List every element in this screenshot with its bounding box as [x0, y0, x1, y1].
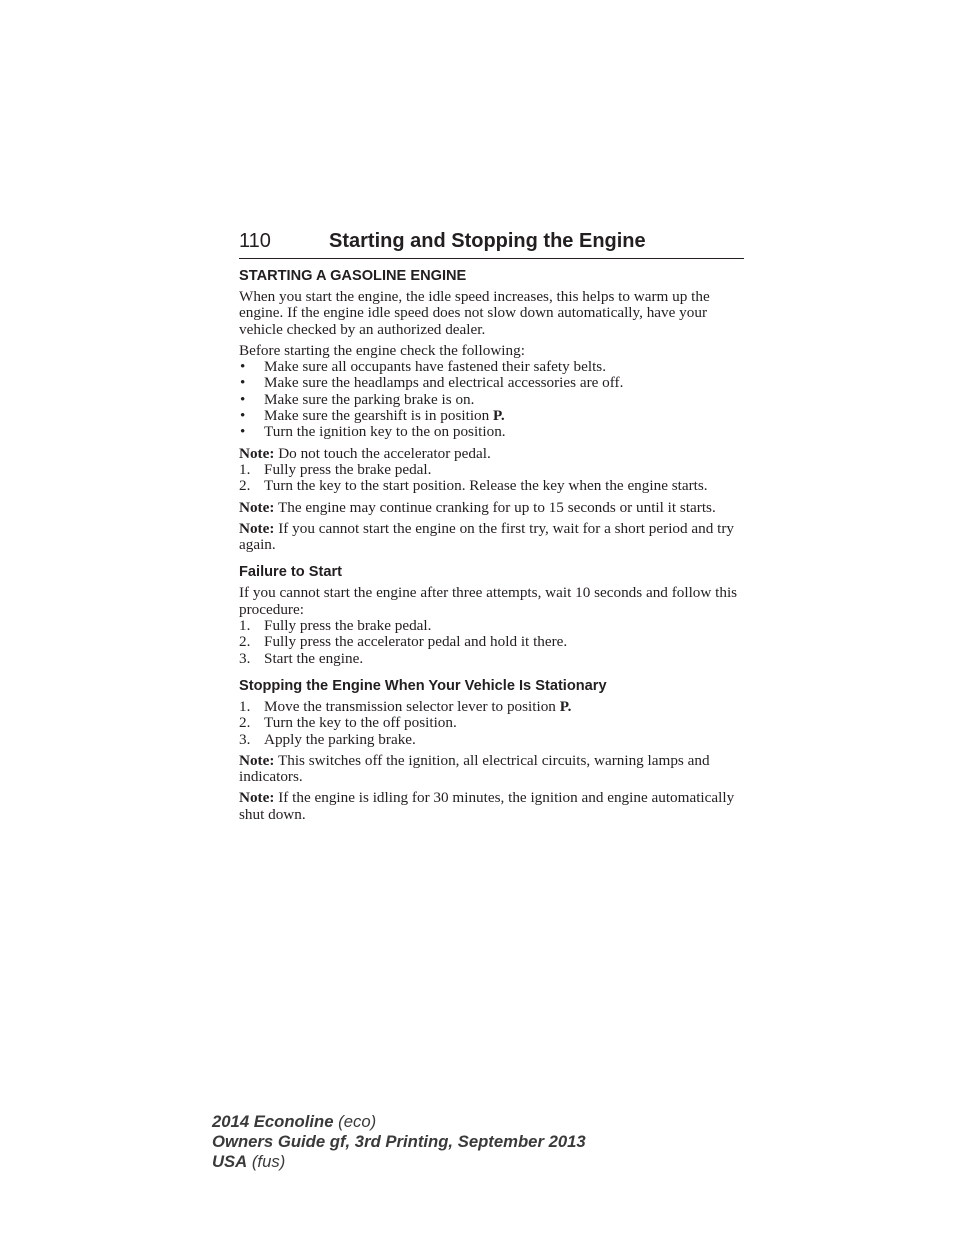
- page-header: [239, 228, 744, 259]
- note: Note: The engine may continue cranking for up to 15 seconds or until it starts.: [239, 498, 716, 516]
- section-heading-stopping-engine: Stopping the Engine When Your Vehicle Is Stationary: [239, 677, 607, 694]
- step-number: 1.: [239, 617, 251, 635]
- bullet-marker: •: [240, 390, 246, 408]
- note: Note: This switches off the ignition, all electrical circuits, warning lamps and indicators.: [239, 751, 710, 786]
- note: Note: If you cannot start the engine on the first try, wait for a short period and try again.: [239, 519, 734, 554]
- list-item: • Make sure the headlamps and electrical accessories are off.: [240, 374, 624, 392]
- list-item: 1. Fully press the brake pedal.: [239, 460, 432, 478]
- bullet-marker: •: [240, 358, 246, 376]
- note: Note: If the engine is idling for 30 minutes, the ignition and engine automatically shut down.: [239, 789, 735, 823]
- chapter-title: Starting and Stopping the Engine: [329, 230, 646, 252]
- bullet-marker: •: [240, 407, 246, 425]
- list-item: • Make sure all occupants have fastened their safety belts.: [240, 358, 607, 376]
- note-label: Note:: [239, 789, 275, 807]
- footer-line-model: 2014 Econoline (eco): [212, 1112, 377, 1131]
- page-footer: [212, 1112, 586, 1172]
- note-label: Note:: [239, 498, 275, 516]
- list-item: 2. Fully press the accelerator pedal and hold it there.: [239, 633, 568, 651]
- gear-position-p: P.: [559, 697, 572, 715]
- start-procedure: [239, 446, 744, 495]
- page-number: 110: [239, 230, 271, 252]
- section-heading-failure-to-start: Failure to Start: [239, 564, 342, 581]
- note-label: Note:: [239, 751, 275, 769]
- step-number: 3.: [239, 730, 251, 748]
- list-item: • Make sure the parking brake is on.: [240, 390, 475, 408]
- failure-procedure: [239, 585, 744, 666]
- page-content: [239, 266, 744, 828]
- note-label: Note:: [239, 519, 275, 537]
- list-item: 1. Move the transmission selector lever to position P.: [239, 697, 572, 715]
- note: Note: Do not touch the accelerator pedal.: [239, 444, 491, 462]
- list-item: 3. Start the engine.: [239, 649, 364, 667]
- checklist-intro: Before starting the engine check the following:: [239, 341, 525, 359]
- step-number: 2.: [239, 633, 251, 651]
- list-item: 2. Turn the key to the start position. Release the key when the engine starts.: [239, 477, 708, 495]
- gear-position-p: P.: [493, 407, 505, 425]
- intro-paragraph: When you start the engine, the idle speed increases, this helps to warm up the engine. If the engine idle speed does not slow down automatically, have your vehicle checked by an authorized dealer.: [239, 288, 710, 338]
- step-number: 2.: [239, 477, 251, 495]
- bullet-marker: •: [240, 423, 246, 441]
- step-number: 1.: [239, 460, 251, 478]
- step-number: 3.: [239, 649, 251, 667]
- bullet-marker: •: [240, 374, 246, 392]
- step-number: 1.: [239, 697, 251, 715]
- list-item: 3. Apply the parking brake.: [239, 730, 416, 748]
- stop-procedure: [239, 699, 744, 748]
- list-item: 1. Fully press the brake pedal.: [239, 617, 432, 635]
- pre-start-checklist: [239, 343, 744, 441]
- list-item: 2. Turn the key to the off position.: [239, 714, 457, 732]
- list-item: • Turn the ignition key to the on position.: [240, 423, 506, 441]
- step-number: 2.: [239, 714, 251, 732]
- footer-line-guide: Owners Guide gf, 3rd Printing, September 2013: [212, 1132, 586, 1151]
- note-label: Note:: [239, 444, 275, 462]
- section-heading-starting-gasoline-engine: STARTING A GASOLINE ENGINE: [239, 268, 467, 284]
- failure-intro: If you cannot start the engine after three attempts, wait 10 seconds and follow this procedure:: [239, 584, 738, 618]
- footer-line-market: USA (fus): [212, 1152, 286, 1171]
- list-item: • Make sure the gearshift is in position P.: [240, 407, 505, 425]
